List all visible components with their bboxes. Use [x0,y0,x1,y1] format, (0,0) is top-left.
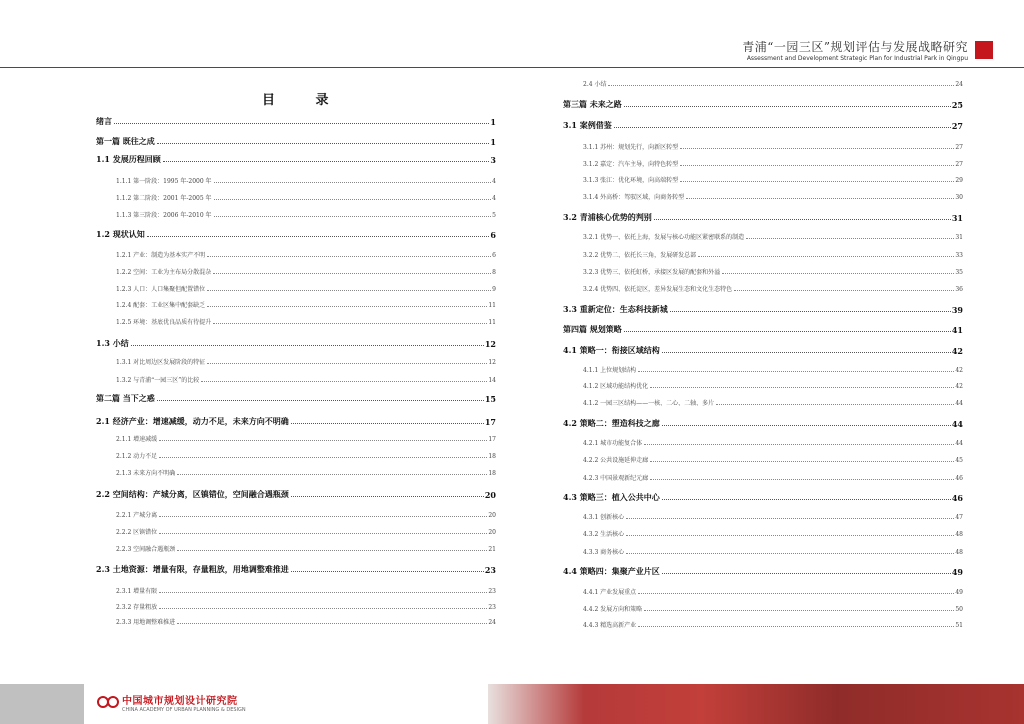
toc-entry[interactable] [116,468,496,477]
toc-entry-label: 3.1 案例借鉴 [563,120,612,130]
toc-entry[interactable] [583,587,963,596]
toc-entry-label: 4.4.2 发展方向和策略 [583,606,643,613]
toc-leader-dots [159,607,487,609]
toc-leader-dots [291,495,484,497]
toc-entry[interactable] [116,193,496,202]
toc-entry-page: 48 [955,549,963,556]
toc-entry-page: 27 [951,121,963,131]
toc-leader-dots [159,591,487,593]
toc-entry-label: 4.4.3 精选高新产业 [583,622,637,629]
toc-entry-page: 5 [492,212,496,219]
toc-leader-dots [131,344,484,346]
toc-leader-dots [734,289,954,291]
toc-entry-label: 2.1.1 增速减缓 [116,436,158,443]
toc-entry[interactable] [563,566,963,577]
toc-entry-label: 2.3.3 用地调整难推进 [116,619,176,626]
toc-entry-label: 2.2.1 产城分离 [116,512,158,519]
toc-entry-label: 2.2.3 空间融合遇瓶颈 [116,546,176,553]
toc-entry[interactable] [116,357,496,366]
toc-leader-dots [157,142,490,144]
toc-entry-label: 4.1.1 上位规划结构 [583,367,637,374]
toc-leader-dots [680,164,954,166]
toc-entry[interactable] [583,473,963,482]
toc-entry-page: 31 [951,213,963,223]
toc-entry[interactable] [116,617,496,626]
toc-leader-dots [624,105,951,107]
toc-entry-label: 1.2 现状认知 [96,229,145,239]
toc-leader-dots [686,197,954,199]
toc-entry-label: 1.2.2 空间：工业为主布局分散混杂 [116,269,212,276]
toc-entry-label: 4.3.2 生活核心 [583,531,625,538]
toc-leader-dots [662,424,951,426]
toc-entry[interactable] [116,284,496,293]
toc-leader-dots [214,198,492,200]
toc-leader-dots [207,362,487,364]
toc-entry[interactable] [116,317,496,326]
toc-leader-dots [614,126,951,128]
toc-entry[interactable] [563,120,963,131]
toc-entry-page: 44 [951,419,963,429]
toc-entry-page: 49 [951,567,963,577]
toc-entry[interactable] [96,116,496,127]
header-subtitle: Assessment and Development Strategic Plan for Industrial Park in Qingpu [746,55,968,62]
toc-entry-page: 11 [488,302,496,309]
toc-entry-label: 3.2.4 优势四、依托淀区，差异发展生态和文化生态特色 [583,286,733,293]
toc-entry-page: 4 [492,178,496,185]
toc-entry-label: 1.2.1 产业：制造为基本实产不明 [116,252,206,259]
toc-entry-page: 1 [490,137,496,147]
toc-entry[interactable] [583,159,963,168]
toc-heading: 目 录 [262,93,347,108]
toc-entry-label: 2.2.2 区镇错位 [116,529,158,536]
toc-entry[interactable] [583,142,963,151]
toc-entry-page: 27 [955,144,963,151]
toc-entry[interactable] [116,586,496,595]
header-red-square [975,41,993,59]
toc-leader-dots [213,272,491,274]
toc-leader-dots [207,289,491,291]
toc-entry-label: 2.3.2 存量粗放 [116,604,158,611]
toc-entry-label: 4.2 策略二：塑造科技之廊 [563,418,660,428]
toc-entry[interactable] [563,492,963,503]
toc-leader-dots [626,534,954,536]
toc-entry-label: 1.1.2 第二阶段：2001 年-2005 年 [116,195,212,202]
toc-entry[interactable] [583,232,963,241]
toc-entry-label: 1.3 小结 [96,338,129,348]
toc-entry[interactable] [583,620,963,629]
toc-leader-dots [291,570,484,572]
toc-entry-label: 2.3.1 增量有限 [116,588,158,595]
toc-entry-label: 2.3 土地资源：增量有限，存量粗放，用地调整难推进 [96,564,289,574]
toc-entry-page: 44 [955,440,963,447]
toc-leader-dots [201,380,487,382]
toc-leader-dots [207,255,491,257]
toc-entry-label: 4.3 策略三：植入公共中心 [563,492,660,502]
toc-leader-dots [608,84,954,86]
toc-leader-dots [638,592,954,594]
toc-entry[interactable] [116,510,496,519]
toc-entry-page: 25 [951,100,963,110]
toc-entry-page: 12 [488,359,496,366]
toc-entry-page: 23 [484,565,496,575]
toc-entry-label: 2.4 小结 [583,81,607,88]
toc-entry-page: 3 [490,155,496,165]
toc-entry-label: 3.1.4 外高桥：驾驭区域，向商务转型 [583,194,685,201]
toc-leader-dots [177,473,487,475]
toc-leader-dots [159,456,487,458]
toc-entry[interactable] [583,250,963,259]
toc-entry-page: 17 [484,417,496,427]
toc-entry[interactable] [583,529,963,538]
toc-entry-page: 24 [955,81,963,88]
toc-entry-label: 1.3.2 与青浦“一园三区”的比较 [116,377,200,384]
toc-entry[interactable] [116,176,496,185]
toc-entry-label: 2.1 经济产业：增速减缓，动力不足，未来方向不明确 [96,416,289,426]
toc-entry[interactable] [116,375,496,384]
toc-leader-dots [159,515,487,517]
toc-entry-page: 11 [488,319,496,326]
toc-entry[interactable] [583,547,963,556]
toc-entry[interactable] [116,527,496,536]
toc-leader-dots [638,370,954,372]
toc-leader-dots [662,498,951,500]
toc-entry-label: 4.2.1 城市功能复合体 [583,440,643,447]
footer-org-name: 中国城市规划设计研究院 [122,696,238,707]
toc-leader-dots [213,322,487,324]
toc-entry[interactable] [583,284,963,293]
toc-entry-page: 50 [955,606,963,613]
footer-org-name-en: CHINA ACADEMY OF URBAN PLANNING & DESIGN [122,707,246,713]
toc-entry-page: 35 [955,269,963,276]
toc-entry-label: 1.2.5 环境：基底优良品质有待提升 [116,319,212,326]
toc-entry-page: 47 [955,514,963,521]
toc-leader-dots [214,215,492,217]
toc-entry-page: 31 [955,234,963,241]
toc-leader-dots [698,255,954,257]
toc-entry[interactable] [583,438,963,447]
toc-entry-label: 4.1.2 一园三区结构——一核、二心、二轴、多片 [583,400,715,407]
toc-leader-dots [644,609,954,611]
toc-entry-label: 1.1 发展历程回顾 [96,154,161,164]
toc-entry[interactable] [583,79,963,88]
toc-leader-dots [650,386,954,388]
toc-entry-page: 27 [955,161,963,168]
toc-entry-page: 33 [955,252,963,259]
toc-entry-page: 42 [955,383,963,390]
toc-entry[interactable] [96,564,496,575]
toc-entry[interactable] [583,381,963,390]
toc-leader-dots [624,330,951,332]
toc-entry[interactable] [563,324,963,335]
toc-entry-label: 1.3.1 对比周边区发展阶段的特征 [116,359,206,366]
toc-entry-page: 1 [490,117,496,127]
toc-entry-page: 44 [955,400,963,407]
toc-entry-page: 36 [955,286,963,293]
toc-entry-page: 42 [955,367,963,374]
toc-entry-page: 6 [490,230,496,240]
toc-entry-label: 3.3 重新定位：生态科技新城 [563,304,668,314]
toc-entry-label: 4.2.2 公共设施延伸走廊 [583,457,649,464]
toc-entry[interactable] [583,455,963,464]
toc-entry-label: 第一篇 既往之成 [96,136,155,146]
toc-leader-dots [650,478,954,480]
toc-entry-label: 3.2.3 优势三、依托虹桥，承接区发展的配套和外溢 [583,269,721,276]
toc-entry-label: 1.2.4 配套：工业区集中配套缺乏 [116,302,206,309]
toc-entry-label: 4.2.3 中国景观新纪元廊 [583,475,649,482]
header-title: 青浦“一园三区”规划评估与发展战略研究 [742,40,968,54]
toc-leader-dots [654,218,951,220]
toc-entry[interactable] [563,418,963,429]
toc-entry-label: 第二篇 当下之惑 [96,393,155,403]
toc-entry-page: 20 [488,512,496,519]
toc-entry[interactable] [583,365,963,374]
toc-entry-label: 4.4 策略四：集聚产业片区 [563,566,660,576]
toc-entry-label: 3.1.2 嘉定：汽车主导，向特色转型 [583,161,679,168]
toc-entry-label: 3.2 青浦核心优势的判别 [563,212,652,222]
toc-entry-page: 45 [955,457,963,464]
toc-entry-label: 2.1.2 动力不足 [116,453,158,460]
toc-entry[interactable] [116,210,496,219]
toc-entry-page: 46 [955,475,963,482]
toc-entry-label: 1.2.3 人口：人口集聚但配置错位 [116,286,206,293]
toc-entry[interactable] [583,512,963,521]
toc-entry[interactable] [116,451,496,460]
toc-entry[interactable] [583,192,963,201]
toc-entry-label: 4.3.3 商务核心 [583,549,625,556]
toc-entry-label: 4.4.1 产业发展重点 [583,589,637,596]
toc-entry[interactable] [583,175,963,184]
toc-entry-page: 18 [488,470,496,477]
toc-entry-label: 3.2.1 优势一、依托上海，发展与核心功能区紧密联系的制造 [583,234,745,241]
toc-leader-dots [163,160,490,162]
toc-entry-label: 第四篇 规划策略 [563,324,622,334]
toc-leader-dots [157,399,484,401]
toc-entry-label: 4.1 策略一：衔接区域结构 [563,345,660,355]
footer-left-block [0,684,84,724]
toc-entry[interactable] [116,544,496,553]
toc-entry-page: 4 [492,195,496,202]
toc-leader-dots [644,443,954,445]
toc-entry[interactable] [96,489,496,500]
toc-leader-dots [746,237,954,239]
toc-entry-page: 17 [488,436,496,443]
toc-leader-dots [626,552,954,554]
toc-entry[interactable] [116,250,496,259]
toc-leader-dots [207,305,487,307]
toc-entry[interactable] [96,136,496,147]
footer-photo-strip [488,684,1024,724]
toc-leader-dots [147,235,490,237]
toc-entry[interactable] [583,604,963,613]
toc-leader-dots [662,572,951,574]
toc-entry-label: 4.1.2 区域功能结构优化 [583,383,649,390]
toc-entry-page: 18 [488,453,496,460]
toc-leader-dots [650,460,954,462]
toc-entry[interactable] [116,267,496,276]
toc-entry[interactable] [116,300,496,309]
toc-entry-page: 29 [955,177,963,184]
toc-entry-page: 46 [951,493,963,503]
toc-leader-dots [214,181,492,183]
toc-entry[interactable] [583,398,963,407]
toc-leader-dots [177,622,487,624]
toc-entry-page: 23 [488,604,496,611]
toc-entry-page: 42 [951,346,963,356]
toc-leader-dots [159,439,487,441]
toc-entry-page: 15 [484,394,496,404]
toc-entry-label: 2.2 空间结构：产城分离，区镇错位，空间融合遇瓶颈 [96,489,289,499]
toc-leader-dots [291,422,484,424]
toc-entry[interactable] [116,434,496,443]
toc-leader-dots [159,532,487,534]
toc-entry-page: 23 [488,588,496,595]
toc-entry[interactable] [563,304,963,315]
toc-entry-page: 14 [488,377,496,384]
toc-entry-label: 2.1.3 未来方向不明确 [116,470,176,477]
toc-entry-page: 9 [492,286,496,293]
toc-entry[interactable] [563,212,963,223]
toc-entry[interactable] [563,345,963,356]
toc-leader-dots [626,517,954,519]
toc-entry-label: 3.1.3 张江：优化环境，向高端转型 [583,177,679,184]
toc-entry-label: 1.1.3 第三阶段：2006 年-2010 年 [116,212,212,219]
toc-entry-page: 8 [492,269,496,276]
toc-entry-label: 3.2.2 优势二、依托长三角，发展研发总部 [583,252,697,259]
toc-entry-page: 21 [488,546,496,553]
toc-leader-dots [680,147,954,149]
toc-leader-dots [670,310,951,312]
toc-entry-page: 49 [955,589,963,596]
toc-entry[interactable] [116,602,496,611]
toc-leader-dots [114,122,489,124]
toc-entry[interactable] [583,267,963,276]
toc-entry[interactable] [96,154,496,165]
toc-entry-page: 51 [955,622,963,629]
toc-entry-page: 20 [488,529,496,536]
toc-entry-page: 12 [484,339,496,349]
toc-entry-label: 4.3.1 创新核心 [583,514,625,521]
toc-entry-page: 24 [488,619,496,626]
toc-entry[interactable] [96,393,496,404]
toc-entry[interactable] [96,229,496,240]
header-divider [0,67,1024,68]
toc-leader-dots [177,549,487,551]
toc-leader-dots [680,180,954,182]
toc-entry-page: 30 [955,194,963,201]
toc-entry-label: 1.1.1 第一阶段：1995 年-2000 年 [116,178,212,185]
toc-entry-label: 3.1.1 苏州：规划先行，向新区转型 [583,144,679,151]
toc-entry-label: 第三篇 未来之路 [563,99,622,109]
toc-leader-dots [716,403,954,405]
toc-entry-page: 20 [484,490,496,500]
toc-entry[interactable] [563,99,963,110]
caupd-logo-icon [96,693,120,711]
toc-entry[interactable] [96,416,496,427]
toc-entry-page: 48 [955,531,963,538]
toc-entry-page: 39 [951,305,963,315]
toc-leader-dots [638,625,954,627]
toc-entry[interactable] [96,338,496,349]
toc-leader-dots [722,272,954,274]
toc-entry-page: 41 [951,325,963,335]
toc-entry-label: 绪言 [96,116,112,126]
toc-leader-dots [662,351,951,353]
toc-entry-page: 6 [492,252,496,259]
